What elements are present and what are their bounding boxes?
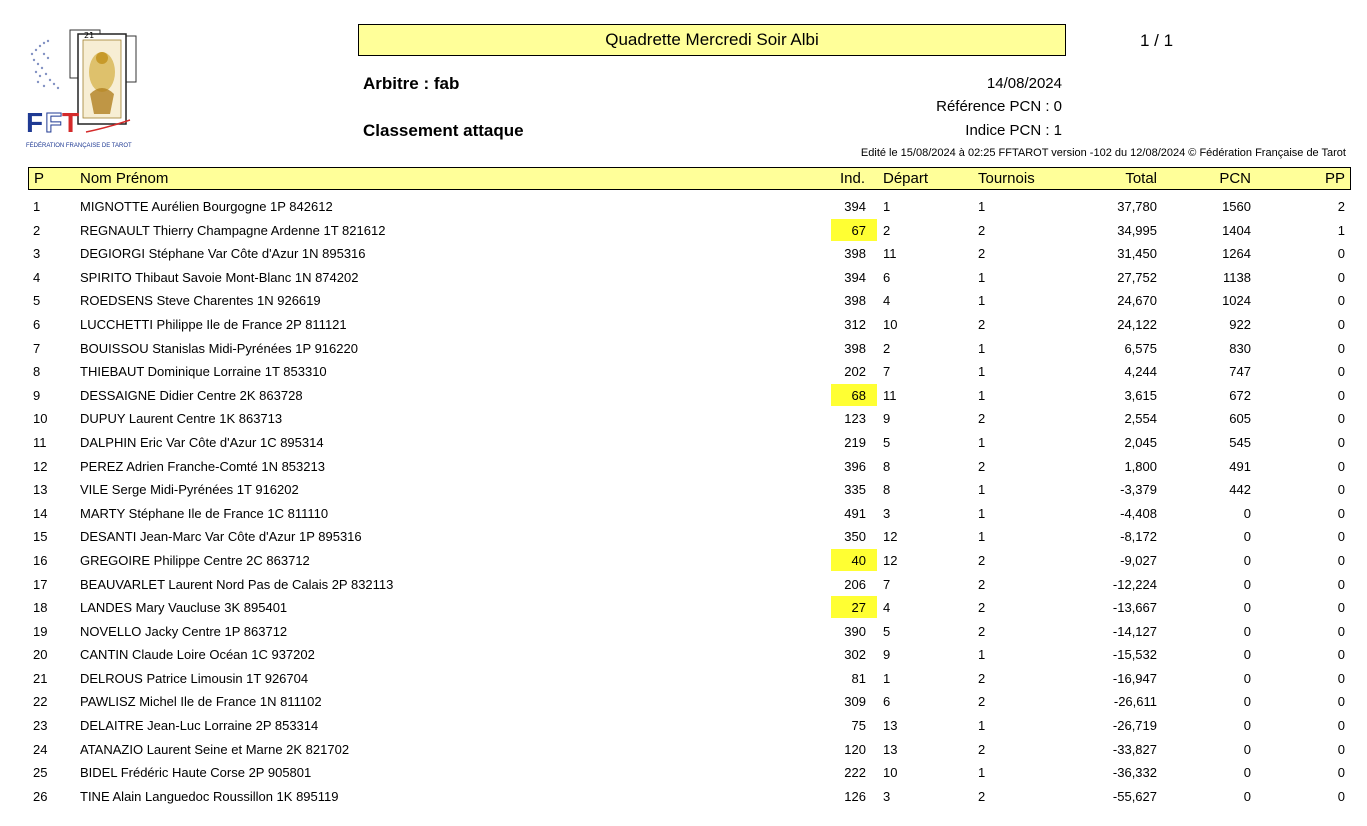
cell-depart: 10 xyxy=(883,316,898,332)
cell-pcn: 1264 xyxy=(1222,246,1251,262)
cell-pp: 0 xyxy=(1337,458,1345,474)
cell-pp: 0 xyxy=(1337,765,1345,781)
table-row xyxy=(28,761,1351,785)
indice-pcn: Indice PCN : 1 xyxy=(965,122,1062,139)
cell-name: VILE Serge Midi-Pyrénées 1T 916202 xyxy=(80,482,299,498)
col-header-p: P xyxy=(34,170,45,187)
col-header-ind: Ind. xyxy=(839,170,865,187)
cell-pp: 0 xyxy=(1337,293,1345,309)
cell-pcn: 0 xyxy=(1243,741,1251,757)
table-row xyxy=(28,313,1351,337)
cell-name: ATANAZIO Laurent Seine et Marne 2K 821702 xyxy=(80,741,350,757)
cell-tournois: 2 xyxy=(978,552,986,568)
cell-pp: 0 xyxy=(1337,246,1345,262)
cell-tournois: 1 xyxy=(978,647,986,663)
cell-depart: 7 xyxy=(883,576,891,592)
cell-pcn: 0 xyxy=(1243,647,1251,663)
cell-total: -26,611 xyxy=(1113,694,1157,710)
cell-ind: 398 xyxy=(844,293,866,309)
cell-depart: 12 xyxy=(883,552,898,568)
table-row xyxy=(28,785,1351,809)
cell-depart: 7 xyxy=(883,364,891,380)
cell-rank: 24 xyxy=(33,741,48,757)
edition-note: Edité le 15/08/2024 à 02:25 FFTAROT version -102 du 12/08/2024 © Fédération Française de Tarot xyxy=(860,147,1346,159)
cell-depart: 3 xyxy=(883,505,891,521)
cell-tournois: 2 xyxy=(978,458,986,474)
table-row xyxy=(28,478,1351,502)
cell-pcn: 0 xyxy=(1243,552,1251,568)
cell-pp: 0 xyxy=(1337,387,1345,403)
cell-rank: 23 xyxy=(33,718,48,734)
table-row xyxy=(28,431,1351,455)
cell-total: -36,332 xyxy=(1112,765,1157,781)
cell-pp: 0 xyxy=(1337,434,1345,450)
cell-rank: 10 xyxy=(33,411,48,427)
cell-tournois: 1 xyxy=(978,505,986,521)
cell-depart: 9 xyxy=(883,411,891,427)
cell-rank: 13 xyxy=(33,482,48,498)
tournament-date: 14/08/2024 xyxy=(986,75,1062,92)
col-header-name: Nom Prénom xyxy=(80,170,169,187)
cell-ind: 390 xyxy=(844,623,866,639)
cell-rank: 5 xyxy=(33,293,41,309)
cell-total: 24,122 xyxy=(1117,316,1157,332)
cell-tournois: 2 xyxy=(978,694,986,710)
cell-total: 31,450 xyxy=(1117,246,1157,262)
cell-name: MIGNOTTE Aurélien Bourgogne 1P 842612 xyxy=(80,199,333,214)
cell-name: NOVELLO Jacky Centre 1P 863712 xyxy=(80,623,288,639)
cell-total: -13,667 xyxy=(1112,600,1157,616)
cell-ind: 350 xyxy=(844,529,866,545)
cell-pcn: 1404 xyxy=(1222,222,1251,238)
cell-tournois: 1 xyxy=(978,269,986,285)
cell-tournois: 2 xyxy=(978,576,986,592)
cell-rank: 20 xyxy=(33,647,48,663)
cell-depart: 5 xyxy=(883,623,891,639)
cell-pp: 1 xyxy=(1337,222,1345,238)
cell-depart: 1 xyxy=(883,670,891,686)
cell-total: 27,752 xyxy=(1117,269,1157,285)
table-row xyxy=(28,714,1351,738)
cell-name: DESSAIGNE Didier Centre 2K 863728 xyxy=(80,387,303,403)
cell-pcn: 0 xyxy=(1243,765,1251,781)
cell-pcn: 1138 xyxy=(1223,269,1251,285)
cell-total: 37,780 xyxy=(1117,199,1157,214)
col-header-tournois: Tournois xyxy=(978,170,1035,187)
cell-tournois: 1 xyxy=(978,482,986,498)
cell-tournois: 2 xyxy=(978,788,986,804)
cell-ind: 81 xyxy=(851,670,866,686)
logo-caption: FÉDÉRATION FRANÇAISE DE TAROT xyxy=(26,143,132,149)
arbitre-label: Arbitre : fab xyxy=(363,74,460,93)
cell-total: -3,379 xyxy=(1120,482,1157,498)
cell-ind: 202 xyxy=(844,364,866,380)
classement-title: Classement attaque xyxy=(363,121,524,140)
cell-name: DESANTI Jean-Marc Var Côte d'Azur 1P 895316 xyxy=(80,529,362,545)
svg-text:T: T xyxy=(62,107,80,138)
cell-tournois: 1 xyxy=(978,765,986,781)
table-row xyxy=(28,502,1351,526)
cell-rank: 14 xyxy=(33,505,48,521)
cell-ind: 126 xyxy=(844,788,866,804)
cell-pcn: 672 xyxy=(1229,387,1251,403)
cell-ind: 75 xyxy=(851,718,866,734)
cell-ind: 398 xyxy=(844,340,866,356)
cell-depart: 6 xyxy=(883,694,891,710)
cell-rank: 17 xyxy=(33,576,48,592)
cell-name: DALPHIN Eric Var Côte d'Azur 1C 895314 xyxy=(80,434,324,450)
cell-rank: 8 xyxy=(33,364,41,380)
cell-total: 2,554 xyxy=(1124,411,1157,427)
cell-pcn: 830 xyxy=(1229,340,1251,356)
cell-rank: 11 xyxy=(33,434,47,450)
cell-ind: 335 xyxy=(844,482,866,498)
table-row xyxy=(28,738,1351,762)
cell-pp: 0 xyxy=(1337,694,1345,710)
cell-total: 3,615 xyxy=(1124,387,1157,403)
table-row xyxy=(28,360,1351,384)
cell-pp: 0 xyxy=(1337,600,1345,616)
cell-rank: 16 xyxy=(33,552,48,568)
table-row xyxy=(28,620,1351,644)
cell-pcn: 922 xyxy=(1229,316,1251,332)
cell-total: -16,947 xyxy=(1112,670,1157,686)
table-row xyxy=(28,690,1351,714)
cell-rank: 22 xyxy=(33,694,48,710)
cell-tournois: 1 xyxy=(978,199,986,214)
table-row xyxy=(28,289,1351,313)
cell-tournois: 1 xyxy=(978,387,986,403)
table-row xyxy=(28,525,1351,549)
cell-ind: 123 xyxy=(844,411,866,427)
cell-depart: 9 xyxy=(883,647,891,663)
cell-total: -26,719 xyxy=(1112,718,1157,734)
svg-text:F: F xyxy=(26,107,44,138)
cell-pcn: 545 xyxy=(1229,434,1251,450)
cell-ind: 302 xyxy=(844,647,866,663)
col-header-depart: Départ xyxy=(883,170,929,187)
table-row xyxy=(28,242,1351,266)
col-header-total: Total xyxy=(1125,170,1157,187)
cell-total: -8,172 xyxy=(1120,529,1157,545)
table-row xyxy=(28,596,1351,620)
table-row xyxy=(28,337,1351,361)
cell-name: BEAUVARLET Laurent Nord Pas de Calais 2P 832113 xyxy=(80,576,394,592)
table-row xyxy=(28,667,1351,691)
cell-tournois: 1 xyxy=(978,529,986,545)
cell-depart: 8 xyxy=(883,482,891,498)
cell-ind: 120 xyxy=(844,741,866,757)
cell-ind: 40 xyxy=(851,552,866,568)
cell-rank: 7 xyxy=(33,340,41,356)
cell-pp: 0 xyxy=(1337,670,1345,686)
cell-total: 4,244 xyxy=(1124,364,1157,380)
cell-pp: 0 xyxy=(1337,505,1345,521)
cell-pcn: 0 xyxy=(1243,600,1251,616)
cell-ind: 68 xyxy=(851,387,866,403)
cell-pcn: 0 xyxy=(1243,505,1251,521)
cell-rank: 25 xyxy=(33,765,48,781)
cell-name: DUPUY Laurent Centre 1K 863713 xyxy=(80,411,283,427)
cell-pp: 0 xyxy=(1337,647,1345,663)
cell-pcn: 1024 xyxy=(1222,293,1251,309)
cell-ind: 491 xyxy=(844,505,866,521)
cell-name: ROEDSENS Steve Charentes 1N 926619 xyxy=(80,293,321,309)
cell-total: -33,827 xyxy=(1112,741,1157,757)
cell-tournois: 1 xyxy=(978,364,986,380)
cell-name: GREGOIRE Philippe Centre 2C 863712 xyxy=(80,552,310,568)
cell-depart: 4 xyxy=(883,293,891,309)
cell-name: TINE Alain Languedoc Roussillon 1K 895119 xyxy=(80,788,339,804)
logo-card-number: 21 xyxy=(84,31,95,40)
cell-rank: 3 xyxy=(33,246,41,262)
table-row xyxy=(28,266,1351,290)
cell-name: DEGIORGI Stéphane Var Côte d'Azur 1N 895316 xyxy=(80,246,366,262)
cell-tournois: 2 xyxy=(978,316,986,332)
cell-name: MARTY Stéphane Ile de France 1C 811110 xyxy=(80,505,329,521)
cell-rank: 18 xyxy=(33,600,48,616)
cell-depart: 5 xyxy=(883,434,891,450)
cell-pcn: 1560 xyxy=(1222,199,1251,214)
cell-name: BOUISSOU Stanislas Midi-Pyrénées 1P 916220 xyxy=(80,340,358,356)
cell-rank: 2 xyxy=(33,222,41,238)
cell-tournois: 1 xyxy=(978,718,986,734)
cell-rank: 15 xyxy=(33,529,48,545)
cell-depart: 1 xyxy=(883,199,891,214)
ranking-table xyxy=(28,195,1351,808)
cell-rank: 4 xyxy=(33,269,41,285)
cell-pp: 0 xyxy=(1337,576,1345,592)
cell-tournois: 2 xyxy=(978,670,986,686)
cell-total: -9,027 xyxy=(1120,552,1157,568)
cell-name: CANTIN Claude Loire Océan 1C 937202 xyxy=(80,647,315,663)
cell-tournois: 1 xyxy=(978,434,986,450)
cell-pp: 2 xyxy=(1337,199,1345,214)
cell-name: REGNAULT Thierry Champagne Ardenne 1T 821612 xyxy=(80,222,386,238)
table-row xyxy=(28,219,1351,243)
cell-pp: 0 xyxy=(1337,316,1345,332)
cell-ind: 219 xyxy=(844,434,866,450)
cell-name: SPIRITO Thibaut Savoie Mont-Blanc 1N 874202 xyxy=(80,269,359,285)
cell-pcn: 0 xyxy=(1243,788,1251,804)
cell-total: 24,670 xyxy=(1117,293,1157,309)
cell-ind: 398 xyxy=(844,246,866,262)
table-row xyxy=(28,549,1351,573)
cell-pcn: 0 xyxy=(1243,576,1251,592)
cell-name: DELROUS Patrice Limousin 1T 926704 xyxy=(80,670,309,686)
cell-rank: 9 xyxy=(33,387,41,403)
cell-ind: 206 xyxy=(844,576,866,592)
cell-total: 34,995 xyxy=(1117,222,1157,238)
cell-tournois: 2 xyxy=(978,246,986,262)
cell-depart: 6 xyxy=(883,269,891,285)
cell-pcn: 442 xyxy=(1229,482,1251,498)
cell-ind: 312 xyxy=(844,316,866,332)
page-number: 1 / 1 xyxy=(1140,31,1174,50)
cell-pp: 0 xyxy=(1337,718,1345,734)
cell-name: DELAITRE Jean-Luc Lorraine 2P 853314 xyxy=(80,718,319,734)
cell-pp: 0 xyxy=(1337,269,1345,285)
table-row xyxy=(28,455,1351,479)
cell-rank: 26 xyxy=(33,788,48,804)
col-header-pp: PP xyxy=(1324,170,1345,187)
cell-pp: 0 xyxy=(1337,623,1345,639)
cell-pp: 0 xyxy=(1337,741,1345,757)
cell-tournois: 2 xyxy=(978,623,986,639)
cell-total: 6,575 xyxy=(1124,340,1157,356)
cell-name: LUCCHETTI Philippe Ile de France 2P 811121 xyxy=(80,316,347,332)
cell-name: LANDES Mary Vaucluse 3K 895401 xyxy=(80,600,288,616)
table-row xyxy=(28,384,1351,408)
cell-pp: 0 xyxy=(1337,340,1345,356)
col-header-pcn: PCN xyxy=(1219,170,1251,187)
cell-total: -12,224 xyxy=(1112,576,1157,592)
cell-rank: 6 xyxy=(33,316,41,332)
cell-pcn: 0 xyxy=(1243,694,1251,710)
cell-depart: 13 xyxy=(883,718,898,734)
cell-pcn: 0 xyxy=(1243,670,1251,686)
cell-pcn: 747 xyxy=(1229,364,1251,380)
cell-name: PEREZ Adrien Franche-Comté 1N 853213 xyxy=(80,458,325,474)
cell-ind: 394 xyxy=(844,269,866,285)
table-header xyxy=(28,167,1351,190)
cell-ind: 394 xyxy=(844,199,866,214)
tournament-title: Quadrette Mercredi Soir Albi xyxy=(358,24,1066,56)
cell-pcn: 491 xyxy=(1229,458,1251,474)
cell-depart: 4 xyxy=(883,600,891,616)
cell-pp: 0 xyxy=(1337,482,1345,498)
svg-text:F: F xyxy=(45,107,63,138)
cell-pp: 0 xyxy=(1337,364,1345,380)
cell-rank: 12 xyxy=(33,458,48,474)
cell-total: 1,800 xyxy=(1124,458,1157,474)
table-row xyxy=(28,573,1351,597)
cell-tournois: 2 xyxy=(978,222,986,238)
cell-rank: 1 xyxy=(33,199,41,214)
cell-depart: 10 xyxy=(883,765,898,781)
cell-depart: 2 xyxy=(883,340,891,356)
cell-total: -4,408 xyxy=(1120,505,1157,521)
reference-pcn: Référence PCN : 0 xyxy=(936,98,1062,115)
cell-pcn: 0 xyxy=(1243,623,1251,639)
cell-rank: 19 xyxy=(33,623,48,639)
cell-tournois: 1 xyxy=(978,340,986,356)
cell-ind: 309 xyxy=(844,694,866,710)
cell-ind: 222 xyxy=(844,765,866,781)
cell-tournois: 2 xyxy=(978,411,986,427)
cell-pcn: 0 xyxy=(1243,718,1251,734)
cell-total: -14,127 xyxy=(1112,623,1157,639)
cell-depart: 12 xyxy=(883,529,898,545)
cell-depart: 13 xyxy=(883,741,898,757)
table-row xyxy=(28,407,1351,431)
cell-name: THIEBAUT Dominique Lorraine 1T 853310 xyxy=(80,364,327,380)
cell-tournois: 2 xyxy=(978,741,986,757)
cell-total: -55,627 xyxy=(1112,788,1157,804)
cell-tournois: 1 xyxy=(978,293,986,309)
cell-pcn: 0 xyxy=(1243,529,1251,545)
cell-pp: 0 xyxy=(1337,411,1345,427)
cell-depart: 2 xyxy=(883,222,891,238)
fft-logo xyxy=(26,24,138,154)
cell-depart: 11 xyxy=(883,387,897,403)
table-row xyxy=(28,643,1351,667)
cell-ind: 67 xyxy=(851,222,866,238)
cell-depart: 3 xyxy=(883,788,891,804)
cell-pp: 0 xyxy=(1337,552,1345,568)
table-row xyxy=(28,195,1351,219)
cell-ind: 27 xyxy=(851,600,866,616)
cell-name: BIDEL Frédéric Haute Corse 2P 905801 xyxy=(80,765,312,781)
cell-depart: 11 xyxy=(883,246,897,262)
cell-name: PAWLISZ Michel Ile de France 1N 811102 xyxy=(80,694,322,710)
cell-rank: 21 xyxy=(33,670,48,686)
cell-total: 2,045 xyxy=(1124,434,1157,450)
cell-pp: 0 xyxy=(1337,788,1345,804)
cell-pp: 0 xyxy=(1337,529,1345,545)
cell-total: -15,532 xyxy=(1112,647,1157,663)
cell-ind: 396 xyxy=(844,458,866,474)
cell-tournois: 2 xyxy=(978,600,986,616)
cell-depart: 8 xyxy=(883,458,891,474)
cell-pcn: 605 xyxy=(1229,411,1251,427)
